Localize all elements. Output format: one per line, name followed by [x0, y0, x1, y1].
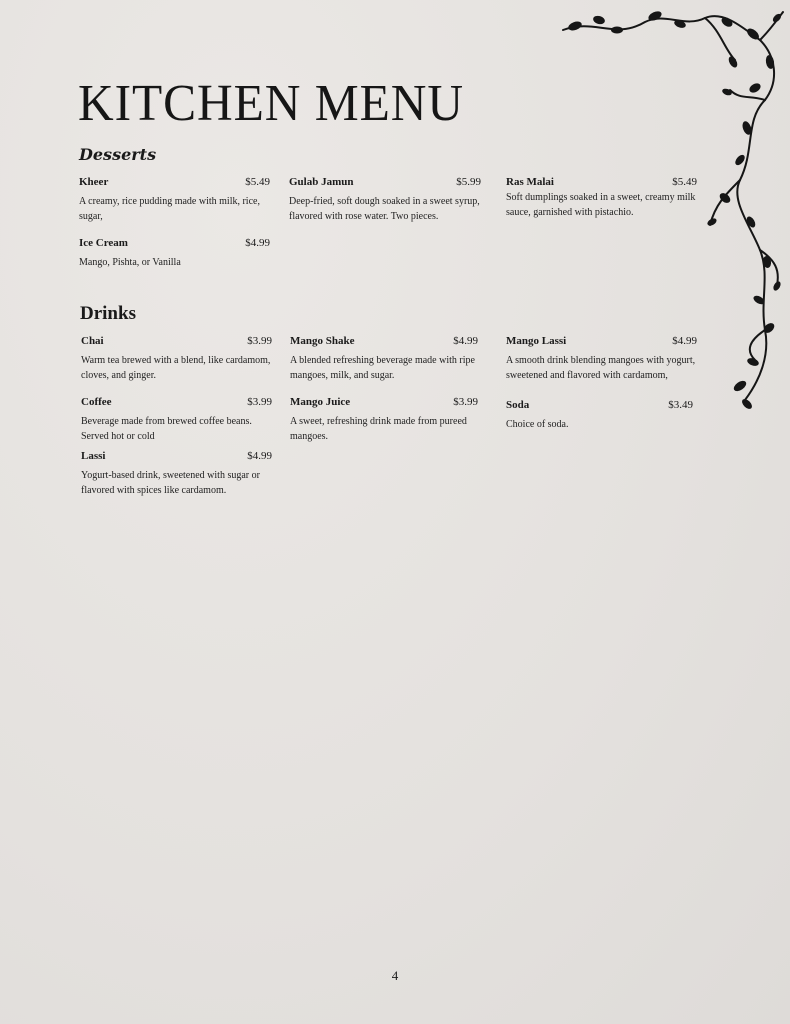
- item-price: $4.99: [245, 237, 270, 249]
- item-name: Lassi: [81, 450, 106, 462]
- menu-item: [506, 335, 697, 383]
- item-description: A sweet, refreshing drink made from pureed mangoes.: [290, 416, 467, 442]
- item-price: $3.99: [453, 396, 478, 408]
- item-name: Ras Malai: [506, 176, 554, 188]
- item-description: Deep-fried, soft dough soaked in a sweet syrup, flavored with rose water. Two pieces.: [289, 196, 480, 222]
- item-description: Choice of soda.: [506, 419, 569, 430]
- menu-item: [290, 335, 478, 383]
- menu-item: [81, 396, 272, 444]
- item-description: Mango, Pishta, or Vanilla: [79, 257, 181, 268]
- item-description: A blended refreshing beverage made with ripe mangoes, milk, and sugar.: [290, 355, 475, 381]
- menu-item: [289, 176, 481, 224]
- item-price: $5.49: [672, 176, 697, 188]
- menu-item: [81, 335, 272, 383]
- item-name: Coffee: [81, 396, 112, 408]
- page-number: 4: [391, 968, 399, 983]
- menu-item: [79, 176, 270, 224]
- item-name: Soda: [506, 399, 530, 411]
- item-price: $4.99: [672, 335, 697, 347]
- item-name: Mango Lassi: [506, 335, 567, 347]
- item-name: Mango Shake: [290, 335, 355, 347]
- section-title-desserts: Desserts: [79, 145, 157, 164]
- item-description: A creamy, rice pudding made with milk, rice, sugar,: [79, 196, 260, 222]
- menu-item: [506, 399, 693, 432]
- item-price: $5.49: [245, 176, 270, 188]
- item-description: Soft dumplings soaked in a sweet, creamy milk sauce, garnished with pistachio.: [506, 192, 696, 218]
- item-description: Yogurt-based drink, sweetened with sugar or flavored with spices like cardamom.: [81, 470, 260, 496]
- item-price: $4.99: [453, 335, 478, 347]
- item-name: Kheer: [79, 176, 109, 188]
- menu-item: [290, 396, 478, 444]
- section-title-drinks: Drinks: [80, 303, 136, 324]
- item-description: Beverage made from brewed coffee beans. Served hot or cold: [81, 416, 252, 442]
- menu-item: [79, 237, 270, 270]
- menu-item: [81, 450, 272, 498]
- item-name: Mango Juice: [290, 396, 351, 408]
- item-name: Gulab Jamun: [289, 176, 354, 188]
- menu-item: [506, 176, 697, 220]
- item-name: Chai: [81, 335, 104, 347]
- item-price: $3.49: [668, 399, 693, 411]
- item-name: Ice Cream: [79, 237, 128, 249]
- item-price: $3.99: [247, 396, 272, 408]
- item-price: $5.99: [456, 176, 481, 188]
- item-price: $4.99: [247, 450, 272, 462]
- page-title: KITCHEN MENU: [78, 75, 464, 132]
- item-description: Warm tea brewed with a blend, like cardamom, cloves, and ginger.: [81, 355, 271, 381]
- item-price: $3.99: [247, 335, 272, 347]
- item-description: A smooth drink blending mangoes with yogurt, sweetened and flavored with cardamom,: [506, 355, 696, 381]
